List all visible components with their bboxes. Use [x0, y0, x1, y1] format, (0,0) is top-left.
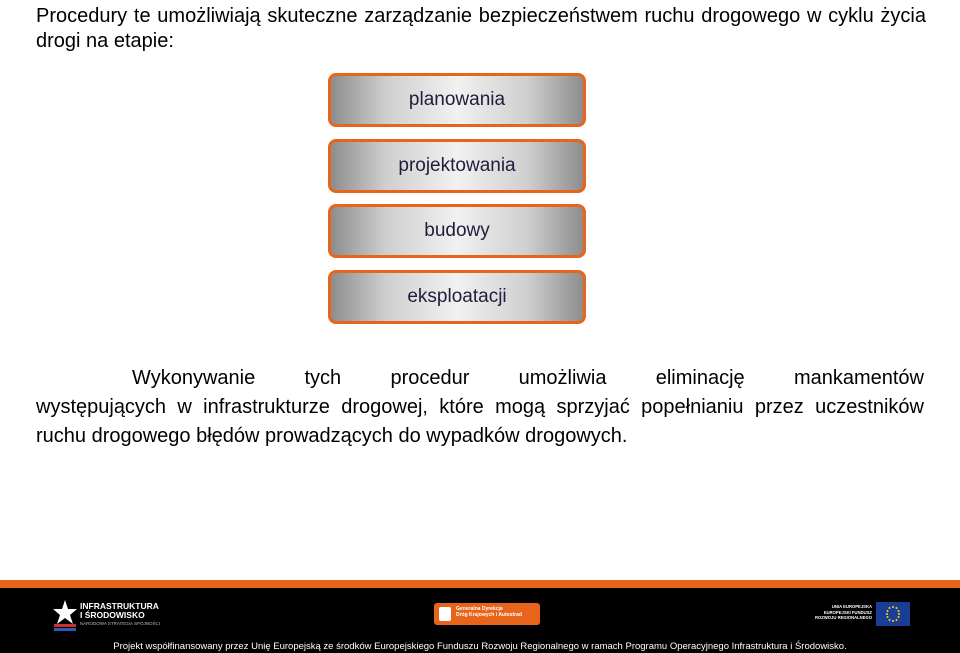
intro-text: Procedury te umożliwiają skuteczne zarządzanie bezpieczeństwem ruchu drogowego w cyklu życia drogi na etapie:	[36, 5, 926, 52]
stage-operation: eksploatacji	[328, 270, 586, 324]
orange-divider	[0, 580, 960, 588]
logo-left-line2: I ŚRODOWISKO	[80, 610, 145, 620]
logo-mid-line2: Dróg Krajowych i Autostrad	[456, 612, 522, 618]
lifecycle-stages	[328, 73, 586, 335]
logo-right-line2: EUROPEJSKI FUNDUSZ	[823, 609, 872, 615]
eu-flag-icon	[876, 602, 910, 626]
infrastruktura-logo	[52, 598, 172, 632]
stage-design: projektowania	[328, 139, 586, 193]
body-line-1: Wykonywanie tych procedur umożliwia eliminację mankamentów	[132, 367, 924, 389]
logo-mid-line1: Generalna Dyrekcja	[456, 606, 503, 612]
body-paragraph	[36, 364, 924, 451]
gddkia-logo	[434, 603, 540, 625]
footer-note: Projekt współfinansowany przez Unię Europejską ze środków Europejskiego Funduszu Rozwoju Regionalnego w ramach Programu Operacyjnego Infrastruktura i Środowisko.	[113, 641, 847, 652]
logo-left-line1: INFRASTRUKTURA	[80, 601, 159, 611]
eu-logo	[810, 602, 910, 626]
stage-planning: planowania	[328, 73, 586, 127]
stage-construction: budowy	[328, 204, 586, 258]
road-icon	[439, 607, 451, 621]
body-line-rest: występujących w infrastrukturze drogowej, które mogą sprzyjać popełnianiu przez uczestników ruchu drogowego błędów prowadzących do wypadków drogowych.	[36, 396, 924, 447]
logo-right-line3: ROZWOJU REGIONALNEGO	[815, 615, 872, 620]
star-logo-icon	[52, 598, 78, 632]
logo-left-line3: NARODOWA STRATEGIA SPÓJNOŚCI	[80, 621, 161, 626]
logo-right-line1: UNIA EUROPEJSKA	[831, 604, 872, 609]
